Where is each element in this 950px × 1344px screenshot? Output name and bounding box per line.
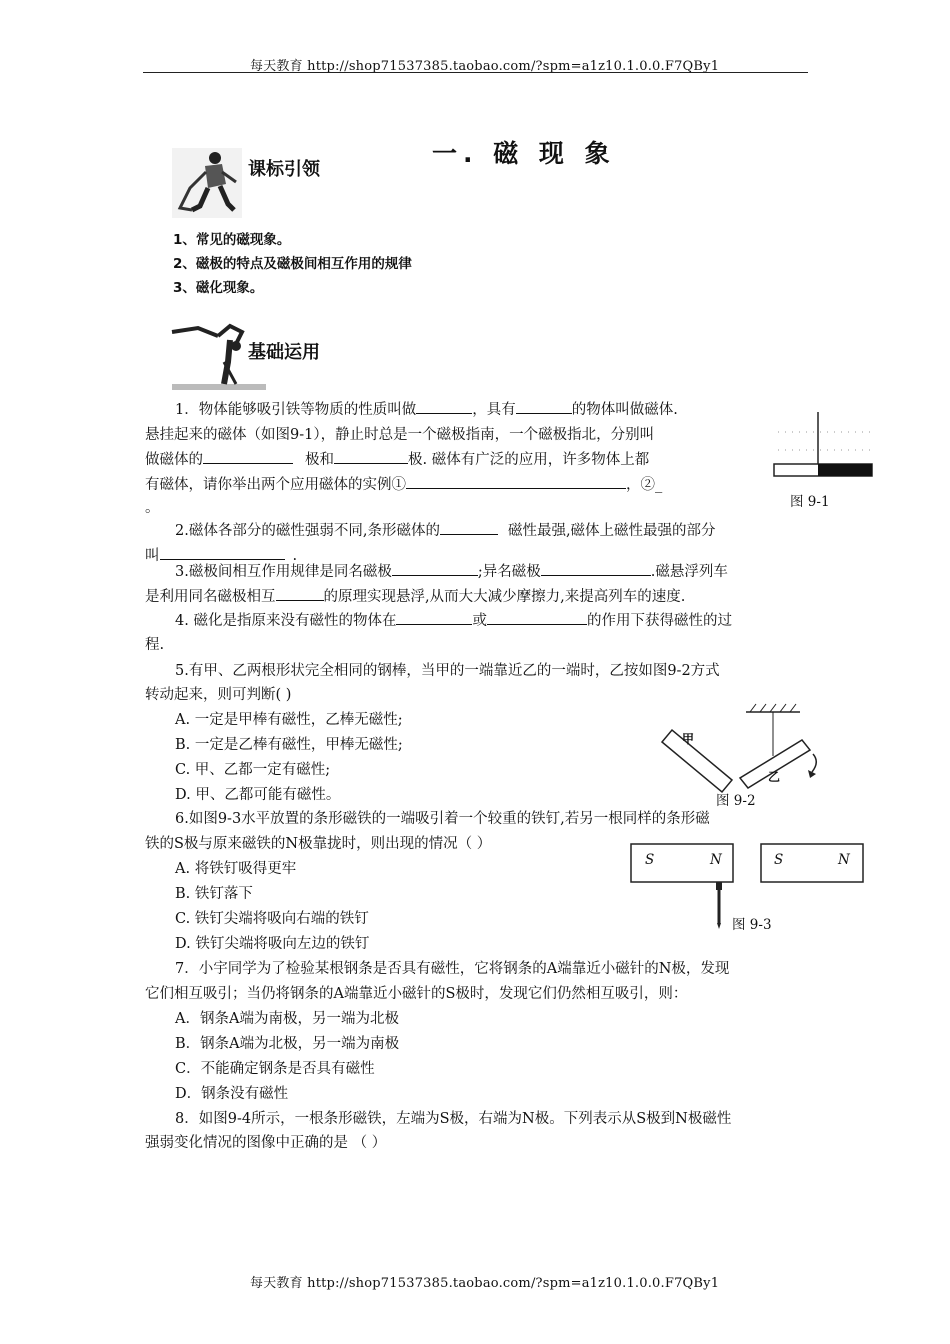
q3-text: ;异名磁极 bbox=[477, 564, 541, 580]
blank[interactable] bbox=[392, 561, 478, 576]
blank[interactable] bbox=[406, 474, 626, 489]
q1-line-5: 。 bbox=[145, 500, 160, 516]
section-heading-basic: 基础运用 bbox=[248, 342, 320, 363]
blank[interactable] bbox=[487, 610, 587, 625]
blank[interactable] bbox=[160, 545, 285, 560]
figure-9-2-label-jia: 甲 bbox=[682, 732, 695, 746]
q5-option-c[interactable]: C. 甲、乙都一定有磁性; bbox=[175, 762, 331, 778]
blank[interactable] bbox=[203, 449, 293, 464]
q5-line-1: 5.有甲、乙两根形状完全相同的钢棒，当甲的一端靠近乙的一端时，乙按如图9-2方式 bbox=[175, 663, 720, 679]
q8-line-2: 强弱变化情况的图像中正确的是 （ ） bbox=[145, 1135, 387, 1151]
q4-line-1 bbox=[175, 609, 732, 634]
q7-option-b[interactable]: B．钢条A端为北极，另一端为南极 bbox=[175, 1036, 400, 1052]
goal-item-2: 2、磁极的特点及磁极间相互作用的规律 bbox=[173, 256, 412, 272]
q2-text: 2.磁体各部分的磁性强弱不同,条形磁体的 bbox=[175, 523, 440, 539]
q3-text: 是利用同名磁极相互 bbox=[145, 589, 276, 605]
page-header: 每天教育 http://shop71537385.taobao.com/?spm=a1z10.1.0.0.F7QBy1 bbox=[250, 59, 720, 74]
page-footer: 每天教育 http://shop71537385.taobao.com/?spm=a1z10.1.0.0.F7QBy1 bbox=[250, 1276, 720, 1291]
figure-9-2 bbox=[650, 700, 840, 800]
q1-line-2: 悬挂起来的磁体（如图9-1），静止时总是一个磁极指南，一个磁极指北，分别叫 bbox=[145, 427, 655, 443]
q5-option-a[interactable]: A. 一定是甲棒有磁性，乙棒无磁性; bbox=[175, 712, 403, 728]
figure-9-2-label-yi: 乙 bbox=[768, 770, 781, 784]
figure-9-3-right-s: S bbox=[774, 852, 784, 868]
q5-option-d[interactable]: D. 甲、乙都可能有磁性。 bbox=[175, 787, 341, 803]
q1-text: ，②_ bbox=[626, 477, 663, 493]
q1-line-3 bbox=[145, 448, 649, 473]
q6-line-2: 铁的S极与原来磁铁的N极靠拢时，则出现的情况（ ） bbox=[145, 836, 492, 852]
q8-line-1: 8．如图9-4所示，一根条形磁铁，左端为S极，右端为N极。下列表示从S极到N极磁性 bbox=[175, 1111, 732, 1127]
q4-line-2: 程. bbox=[145, 637, 165, 653]
page-title: 一. 磁 现 象 bbox=[432, 139, 616, 168]
figure-9-3-left-n: N bbox=[710, 852, 722, 868]
hockey-player-icon bbox=[170, 148, 250, 218]
header-rule bbox=[143, 72, 808, 73]
q6-option-c[interactable]: C. 铁钉尖端将吸向右端的铁钉 bbox=[175, 911, 369, 927]
q6-option-a[interactable]: A. 将铁钉吸得更牢 bbox=[175, 861, 297, 877]
q4-text: 4. 磁化是指原来没有磁性的物体在 bbox=[175, 613, 397, 629]
figure-9-2-caption: 图 9-2 bbox=[716, 793, 756, 809]
goal-item-1: 1、常见的磁现象。 bbox=[173, 232, 291, 248]
q1-text: 1．物体能够吸引铁等物质的性质叫做 bbox=[175, 402, 417, 418]
goal-item-3: 3、磁化现象。 bbox=[173, 280, 264, 296]
q4-text: 或 bbox=[472, 613, 487, 629]
figure-9-1-caption: 图 9-1 bbox=[790, 494, 830, 510]
q7-line-2: 它们相互吸引；当仍将钢条的A端靠近小磁针的S极时，发现它们仍然相互吸引，则： bbox=[145, 986, 688, 1002]
figure-9-3-left-s: S bbox=[645, 852, 655, 868]
blank[interactable] bbox=[416, 399, 472, 414]
blank[interactable] bbox=[440, 520, 498, 535]
q7-option-c[interactable]: C．不能确定钢条是否具有磁性 bbox=[175, 1061, 375, 1077]
blank[interactable] bbox=[541, 561, 651, 576]
q1-text: 有磁体，请你举出两个应用磁体的实例① bbox=[145, 477, 406, 493]
section-heading-standards: 课标引领 bbox=[248, 159, 320, 180]
q4-text: 的作用下获得磁性的过 bbox=[586, 613, 732, 629]
figure-9-1 bbox=[770, 410, 880, 485]
q1-text: 极和 bbox=[305, 452, 334, 468]
q7-option-a[interactable]: A．钢条A端为南极，另一端为北极 bbox=[175, 1011, 399, 1027]
q3-text: 3.磁极间相互作用规律是同名磁极 bbox=[175, 564, 392, 580]
q3-text: .磁悬浮列车 bbox=[650, 564, 728, 580]
q7-option-d[interactable]: D．钢条没有磁性 bbox=[175, 1086, 289, 1102]
blank[interactable] bbox=[396, 610, 472, 625]
q2-text: . bbox=[292, 548, 298, 564]
q6-line-1: 6.如图9-3水平放置的条形磁铁的一端吸引着一个较重的铁钉,若另一根同样的条形磁 bbox=[175, 811, 710, 827]
q3-line-2 bbox=[145, 585, 685, 610]
q7-line-1: 7．小宇同学为了检验某根钢条是否具有磁性，它将钢条的A端靠近小磁针的N极，发现 bbox=[175, 961, 730, 977]
q6-option-b[interactable]: B. 铁钉落下 bbox=[175, 886, 253, 902]
q2-text: 磁性最强,磁体上磁性最强的部分 bbox=[507, 523, 716, 539]
figure-9-3-caption: 图 9-3 bbox=[732, 917, 772, 933]
q2-line-1 bbox=[175, 519, 716, 544]
blank[interactable] bbox=[276, 586, 324, 601]
q1-text: ，具有 bbox=[472, 402, 516, 418]
blank[interactable] bbox=[516, 399, 572, 414]
q6-option-d[interactable]: D. 铁钉尖端将吸向左边的铁钉 bbox=[175, 936, 370, 952]
q1-text: 做磁体的 bbox=[145, 452, 203, 468]
q3-line-1 bbox=[175, 560, 728, 585]
q1-text: 极. 磁体有广泛的应用，许多物体上都 bbox=[408, 452, 650, 468]
q1-line-1 bbox=[175, 398, 678, 423]
q3-text: 的原理实现悬浮,从而大大减少摩擦力,来提高列车的速度. bbox=[323, 589, 686, 605]
q1-text: 的物体叫做磁体. bbox=[571, 402, 678, 418]
q1-line-4 bbox=[145, 473, 662, 498]
blank[interactable] bbox=[334, 449, 408, 464]
q5-option-b[interactable]: B. 一定是乙棒有磁性，甲棒无磁性; bbox=[175, 737, 403, 753]
q2-text: 叫 bbox=[145, 548, 160, 564]
q5-line-2: 转动起来，则可判断( ) bbox=[145, 687, 292, 703]
figure-9-3-right-n: N bbox=[838, 852, 850, 868]
